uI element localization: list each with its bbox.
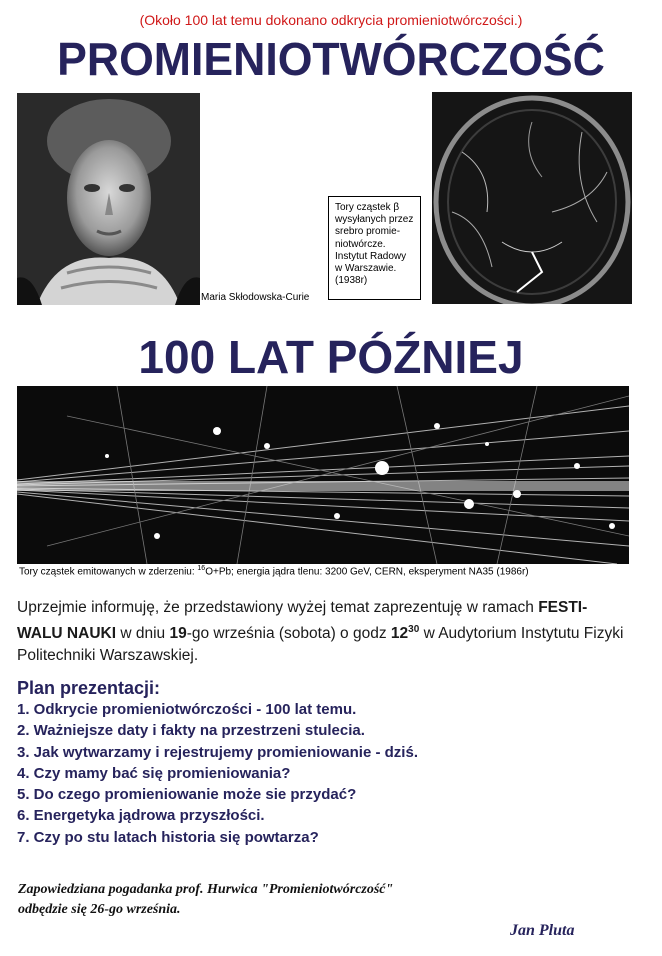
plan-item: 7. Czy po stu latach historia się powtarza? <box>17 828 319 846</box>
track-caption-line: niotwórcze. <box>335 238 386 250</box>
announcement-note <box>18 880 393 920</box>
header-subtitle: (Około 100 lat temu dokonano odkrycia promieniotwórczości.) <box>139 12 523 28</box>
portrait-photo <box>17 93 200 305</box>
page-title: PROMIENIOTWÓRCZOŚĆ <box>57 33 605 85</box>
track-caption-line: w Warszawie. <box>335 263 397 275</box>
intro-text: w Audytorium Instytutu Fizyki Politechniki Warszawskiej. <box>17 625 624 665</box>
collision-photo <box>17 386 629 564</box>
plan-item: 2. Ważniejsze daty i fakty na przestrzeni stulecia. <box>17 722 365 740</box>
note-line: Zapowiedziana pogadanka prof. Hurwica "Promieniotwórczość" <box>18 882 394 897</box>
note-line: odbędzie się 26-go września. <box>18 902 181 917</box>
plan-item: 3. Jak wytwarzamy i rejestrujemy promieniowanie - dziś. <box>17 743 418 761</box>
track-caption-line: wysyłanych przez <box>335 214 414 226</box>
plan-title: Plan prezentacji: <box>17 678 161 698</box>
plan-item: 5. Do czego promieniowanie może sie przydać? <box>17 786 357 804</box>
collision-caption <box>19 565 529 577</box>
intro-text: -go września (sobota) o godz <box>186 625 391 643</box>
event-hour: 12 <box>390 625 409 643</box>
collision-caption-suffix: O+Pb; energia jądra tlenu: 3200 GeV, CERN, eksperyment NA35 (1986r) <box>205 566 529 578</box>
intro-text: Uprzejmie informuję, że przedstawiony wyżej temat zaprezentuję w ramach <box>17 599 539 616</box>
event-minute: 30 <box>408 624 420 635</box>
event-day: 19 <box>169 625 187 643</box>
festival-name-part2: WALU NAUKI <box>17 625 117 643</box>
track-caption-line: Instytut Radowy <box>335 250 407 262</box>
portrait-caption: Maria Skłodowska-Curie <box>201 292 310 303</box>
intro-paragraph <box>17 597 647 667</box>
festival-name-part1: FESTI- <box>538 599 588 616</box>
plan-list <box>17 699 418 848</box>
track-caption-line: Tory cząstek β <box>335 202 400 213</box>
track-caption-line: (1938r) <box>335 275 368 287</box>
plan-item: 4. Czy mamy bać się promieniowania? <box>17 764 291 782</box>
track-caption-line: srebro promie- <box>335 226 401 238</box>
author-signature: Jan Pluta <box>510 922 575 939</box>
collision-caption-prefix: Tory cząstek emitowanych w zderzeniu: <box>19 566 198 578</box>
beta-tracks-photo <box>432 92 632 304</box>
track-caption-box <box>328 196 421 300</box>
plan-item: 1. Odkrycie promieniotwórczości - 100 lat temu. <box>17 701 357 718</box>
intro-text: w dniu <box>116 625 170 643</box>
headline: 100 LAT PÓŹNIEJ <box>138 331 524 383</box>
plan-item: 6. Energetyka jądrowa przyszłości. <box>17 807 265 825</box>
isotope-number: 16 <box>197 565 206 572</box>
